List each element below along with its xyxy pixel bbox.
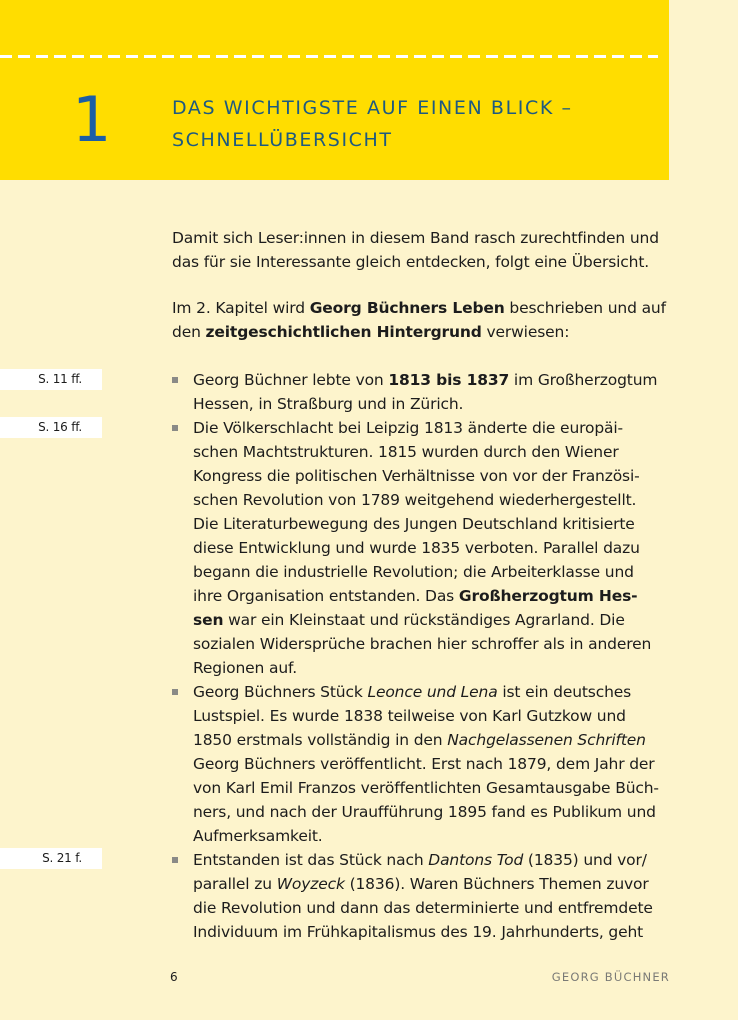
bold-text: Großherzogtum Hes-: [458, 587, 638, 605]
text-line: Aufmerksamkeit.: [193, 827, 323, 845]
bold-text: zeitgeschichtlichen Hintergrund: [205, 323, 482, 341]
margin-page-reference: S. 11 ff.: [0, 369, 102, 390]
text-line: ners, und nach der Uraufführung 1895 fand es Publikum und: [193, 803, 656, 821]
text-line: schen Revolution von 1789 weitgehend wiederhergestellt.: [193, 491, 637, 509]
text-line: die Revolution und dann das determinierte und entfremdete: [193, 899, 653, 917]
chapter-title: [172, 92, 652, 156]
dashed-divider: [0, 55, 658, 58]
text-line: [193, 608, 672, 632]
text-line: begann die industrielle Revolution; die Arbeiterklasse und: [193, 563, 634, 581]
bold-text: 1813 bis 1837: [388, 371, 510, 389]
chapter-title-line-1: DAS WICHTIGSTE AUF EINEN BLICK –: [172, 97, 573, 119]
intro-paragraph-1: [172, 226, 672, 274]
text-run: ihre Organisation entstanden. Das: [193, 587, 459, 605]
text-run: Georg Büchners Stück: [193, 683, 368, 701]
bold-text: sen: [193, 611, 224, 629]
text-line: [193, 680, 672, 704]
text-line: Kongress die politischen Verhältnisse von vor der Französi-: [193, 467, 640, 485]
page-number: 6: [170, 970, 178, 984]
square-bullet-icon: [172, 857, 178, 863]
text-run: beschrieben und auf: [504, 299, 666, 317]
text-line: Die Völkerschlacht bei Leipzig 1813 änderte die europäi-: [193, 419, 623, 437]
intro-paragraph-2: [172, 296, 672, 344]
text-run: ist ein deutsches: [497, 683, 632, 701]
text-line: schen Machtstrukturen. 1815 wurden durch den Wiener: [193, 443, 619, 461]
bold-text: Georg Büchners Leben: [309, 299, 505, 317]
text-line: Damit sich Leser:innen in diesem Band rasch zurechtfinden und: [172, 229, 659, 247]
text-line: diese Entwicklung und wurde 1835 verboten. Parallel dazu: [193, 539, 640, 557]
text-line: [193, 848, 672, 872]
italic-title: Dantons Tod: [428, 851, 524, 869]
italic-title: Nachgelassenen Schriften: [447, 731, 646, 749]
italic-title: Woyzeck: [276, 875, 345, 893]
text-line: [172, 320, 672, 344]
text-run: (1836). Waren Büchners Themen zuvor: [344, 875, 649, 893]
chapter-title-line-2: SCHNELLÜBERSICHT: [172, 129, 393, 151]
square-bullet-icon: [172, 425, 178, 431]
square-bullet-icon: [172, 377, 178, 383]
list-item: [172, 416, 672, 680]
text-line: [193, 872, 672, 896]
text-run: Entstanden ist das Stück nach: [193, 851, 429, 869]
text-line: Die Literaturbewegung des Jungen Deutschland kritisierte: [193, 515, 635, 533]
text-run: Im 2. Kapitel wird: [172, 299, 310, 317]
text-line: von Karl Emil Franzos veröffentlichten Gesamtausgabe Büch-: [193, 779, 659, 797]
text-line: Lustspiel. Es wurde 1838 teilweise von Karl Gutzkow und: [193, 707, 626, 725]
running-title: GEORG BÜCHNER: [551, 970, 670, 984]
text-run: im Großherzogtum: [509, 371, 658, 389]
text-line: [193, 368, 672, 392]
list-item: [172, 368, 672, 416]
text-line: das für sie Interessante gleich entdecken, folgt eine Übersicht.: [172, 253, 650, 271]
text-run: 1850 erstmals vollständig in den: [193, 731, 448, 749]
overview-bullet-list: [172, 368, 672, 944]
margin-page-reference: S. 21 f.: [0, 848, 102, 869]
italic-title: Leonce und Lena: [367, 683, 498, 701]
text-line: Regionen auf.: [193, 659, 297, 677]
text-run: parallel zu: [193, 875, 277, 893]
square-bullet-icon: [172, 689, 178, 695]
list-item: [172, 848, 672, 944]
text-line: Individuum im Frühkapitalismus des 19. Jahrhunderts, geht: [193, 923, 644, 941]
text-run: verwiesen:: [481, 323, 570, 341]
text-run: war ein Kleinstaat und rückständiges Agrarland. Die: [223, 611, 625, 629]
list-item: [172, 680, 672, 848]
text-line: [172, 296, 672, 320]
text-run: den: [172, 323, 206, 341]
text-line: [193, 584, 672, 608]
text-line: sozialen Widersprüche brachen hier schroffer als in anderen: [193, 635, 652, 653]
chapter-number: 1: [72, 83, 112, 156]
text-run: (1835) und vor/: [523, 851, 647, 869]
text-line: [193, 728, 672, 752]
text-run: Georg Büchner lebte von: [193, 371, 389, 389]
margin-page-reference: S. 16 ff.: [0, 417, 102, 438]
text-line: Hessen, in Straßburg und in Zürich.: [193, 395, 464, 413]
chapter-header-band: [0, 0, 669, 180]
text-line: Georg Büchners veröffentlicht. Erst nach 1879, dem Jahr der: [193, 755, 655, 773]
